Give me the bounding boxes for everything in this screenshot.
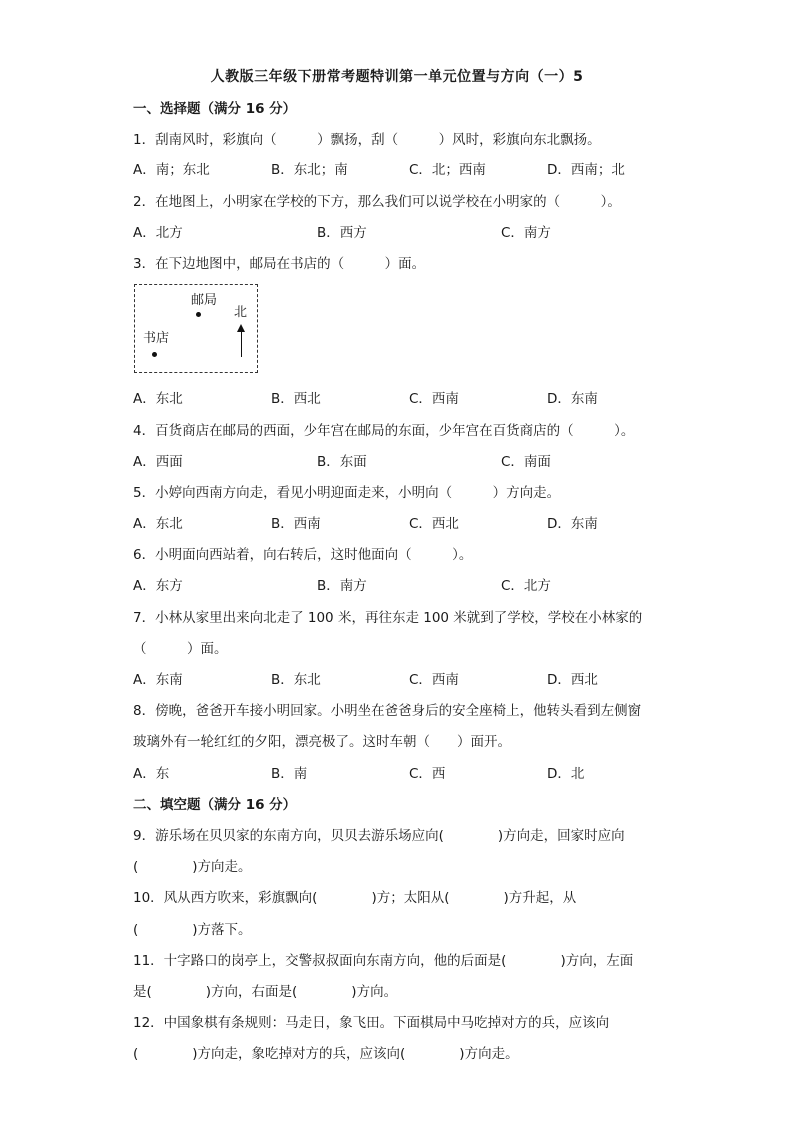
question-11-line-1: 11．十字路口的岗亭上，交警叔叔面向东南方向，他的后面是( )方向，左面 [133, 953, 634, 969]
q3-option-a: A．东北 [133, 391, 183, 407]
q4-option-b: B．东面 [317, 454, 367, 470]
question-12-line-2: ( )方向走，象吃掉对方的兵，应该向( )方向走。 [133, 1046, 519, 1062]
question-1: 1．刮南风时，彩旗向（ ）飘扬，刮（ ）风时，彩旗向东北飘扬。 [133, 132, 601, 148]
q2-option-c: C．南方 [501, 225, 551, 241]
q8-option-c: C．西 [409, 766, 446, 782]
q1-option-d: D．西南；北 [547, 162, 625, 178]
question-7-line-1: 7．小林从家里出来向北走了 100 米，再往东走 100 米就到了学校，学校在小林家的 [133, 610, 643, 626]
question-8-line-2: 玻璃外有一轮红红的夕阳，漂亮极了。这时车朝（ ）面开。 [133, 734, 511, 750]
question-9-line-1: 9．游乐场在贝贝家的东南方向，贝贝去游乐场应向( )方向走，回家时应向 [133, 828, 625, 844]
north-arrow-shaft [241, 331, 243, 357]
q1-option-a: A．南；东北 [133, 162, 210, 178]
bookstore-dot [152, 352, 157, 357]
q7-option-d: D．西北 [547, 672, 598, 688]
q5-option-b: B．西南 [271, 516, 321, 532]
q7-option-c: C．西南 [409, 672, 459, 688]
question-9-line-2: ( )方向走。 [133, 859, 252, 875]
page-title: 人教版三年级下册常考题特训第一单元位置与方向（一）5 [210, 69, 584, 85]
section-heading-choice: 一、选择题（满分 16 分） [133, 101, 297, 117]
question-5: 5．小婷向西南方向走，看见小明迎面走来，小明向（ ）方向走。 [133, 485, 561, 501]
q2-option-b: B．西方 [317, 225, 367, 241]
q7-option-a: A．东南 [133, 672, 183, 688]
question-6: 6．小明面向西站着，向右转后，这时他面向（ ）。 [133, 547, 473, 563]
q5-option-d: D．东南 [547, 516, 598, 532]
q8-option-b: B．南 [271, 766, 308, 782]
question-11-line-2: 是( )方向，右面是( )方向。 [133, 984, 398, 1000]
q4-option-a: A．西面 [133, 454, 183, 470]
q7-option-b: B．东北 [271, 672, 321, 688]
q8-option-a: A．东 [133, 766, 170, 782]
question-8-line-1: 8．傍晚，爸爸开车接小明回家。小明坐在爸爸身后的安全座椅上，他转头看到左侧窗 [133, 703, 642, 719]
q3-option-b: B．西北 [271, 391, 321, 407]
q4-option-c: C．南面 [501, 454, 551, 470]
map-label-bookstore: 书店 [143, 331, 170, 346]
q6-option-a: A．东方 [133, 578, 183, 594]
question-10-line-1: 10．风从西方吹来，彩旗飘向( )方；太阳从( )方升起，从 [133, 890, 577, 906]
question-2: 2．在地图上，小明家在学校的下方，那么我们可以说学校在小明家的（ ）。 [133, 194, 621, 210]
question-10-line-2: ( )方落下。 [133, 922, 252, 938]
question-4: 4．百货商店在邮局的西面，少年宫在邮局的东面，少年宫在百货商店的（ ）。 [133, 423, 635, 439]
q8-option-d: D．北 [547, 766, 585, 782]
map-label-north: 北 [234, 305, 248, 320]
section-heading-fill: 二、填空题（满分 16 分） [133, 797, 297, 813]
q5-option-c: C．西北 [409, 516, 459, 532]
question-7-line-2: （ ）面。 [133, 641, 228, 657]
post-office-dot [196, 312, 201, 317]
direction-map [134, 284, 258, 373]
q6-option-c: C．北方 [501, 578, 551, 594]
q3-option-d: D．东南 [547, 391, 598, 407]
q1-option-c: C．北；西南 [409, 162, 486, 178]
question-3: 3．在下边地图中，邮局在书店的（ ）面。 [133, 256, 426, 272]
q3-option-c: C．西南 [409, 391, 459, 407]
question-12-line-1: 12．中国象棋有条规则：马走日，象飞田。下面棋局中马吃掉对方的兵，应该向 [133, 1015, 610, 1031]
map-label-post-office: 邮局 [191, 293, 218, 308]
q6-option-b: B．南方 [317, 578, 367, 594]
q1-option-b: B．东北；南 [271, 162, 348, 178]
q5-option-a: A．东北 [133, 516, 183, 532]
q2-option-a: A．北方 [133, 225, 183, 241]
